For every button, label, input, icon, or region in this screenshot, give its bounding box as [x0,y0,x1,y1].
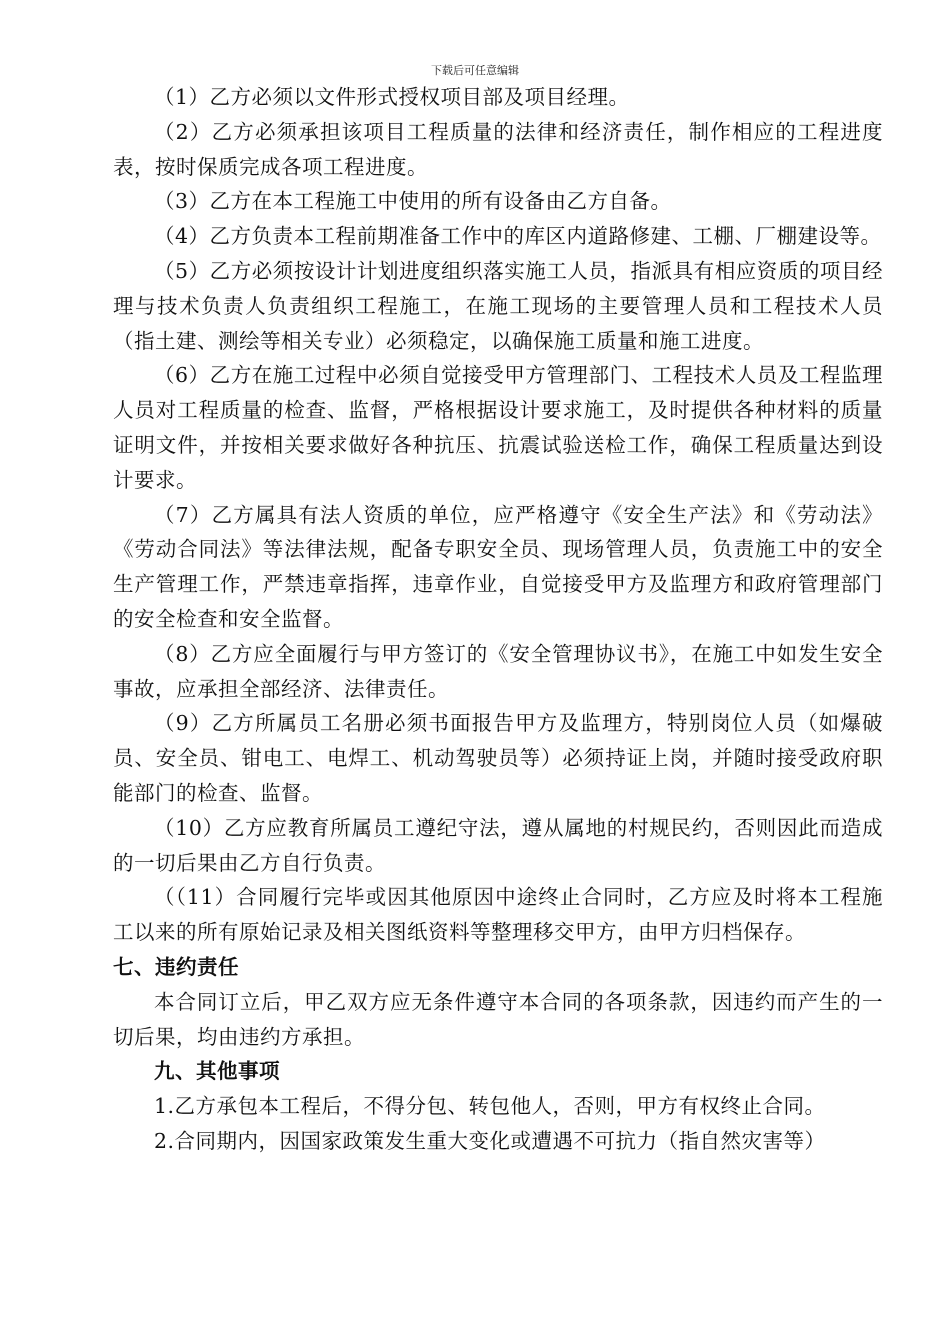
section-heading-breach: 七、违约责任 [113,954,239,979]
clause-3: （3）乙方在本工程施工中使用的所有设备由乙方自备。 [154,189,672,214]
document-body [113,80,883,1159]
clause-5: （5）乙方必须按设计计划进度组织落实施工人员，指派具有相应资质的项目经理与技术负责人负责组织工程施工，在施工现场的主要管理人员和工程技术人员（指土建、测绘等相关专业）必须稳定，以确保施工质量和施工进度。 [113,258,883,353]
breach-paragraph: 本合同订立后，甲乙双方应无条件遵守本合同的各项条款，因违约而产生的一切后果，均由违约方承担。 [113,989,883,1049]
other-item-1: 1.乙方承包本工程后，不得分包、转包他人，否则，甲方有权终止合同。 [154,1094,826,1119]
clause-1: （1）乙方必须以文件形式授权项目部及项目经理。 [154,85,630,109]
clause-10: （10）乙方应教育所属员工遵纪守法，遵从属地的村规民约，否则因此而造成的一切后果由乙方自行负责。 [113,815,883,875]
clause-11: （（11）合同履行完毕或因其他原因中途终止合同时，乙方应及时将本工程施工以来的所有原始记录及相关图纸资料等整理移交甲方，由甲方归档保存。 [113,885,883,945]
clause-4: （4）乙方负责本工程前期准备工作中的库区内道路修建、工棚、厂棚建设等。 [154,224,882,249]
clause-6: （6）乙方在施工过程中必须自觉接受甲方管理部门、工程技术人员及工程监理人员对工程质量的检查、监督，严格根据设计要求施工，及时提供各种材料的质量证明文件，并按相关要求做好各种抗压、抗震试验送检工作，确保工程质量达到设计要求。 [113,363,883,492]
clause-7: （7）乙方属具有法人资质的单位，应严格遵守《安全生产法》和《劳动法》《劳动合同法》等法律法规，配备专职安全员、现场管理人员，负责施工中的安全生产管理工作，严禁违章指挥，违章作业，自觉接受甲方及监理方和政府管理部门的安全检查和安全监督。 [113,502,883,631]
clause-9: （9）乙方所属员工名册必须书面报告甲方及监理方，特别岗位人员（如爆破员、安全员、钳电工、电焊工、机动驾驶员等）必须持证上岗，并随时接受政府职能部门的检查、监督。 [113,711,883,805]
clause-8: （8）乙方应全面履行与甲方签订的《安全管理协议书》，在施工中如发生安全事故，应承担全部经济、法律责任。 [113,641,883,701]
clause-2: （2）乙方必须承担该项目工程质量的法律和经济责任，制作相应的工程进度表，按时保质完成各项工程进度。 [113,119,883,179]
section-heading-other: 九、其他事项 [154,1059,280,1084]
other-item-2: 2.合同期内，因国家政策发生重大变化或遭遇不可抗力（指自然灾害等） [154,1128,826,1153]
header-note: 下载后可任意编辑 [431,64,519,77]
